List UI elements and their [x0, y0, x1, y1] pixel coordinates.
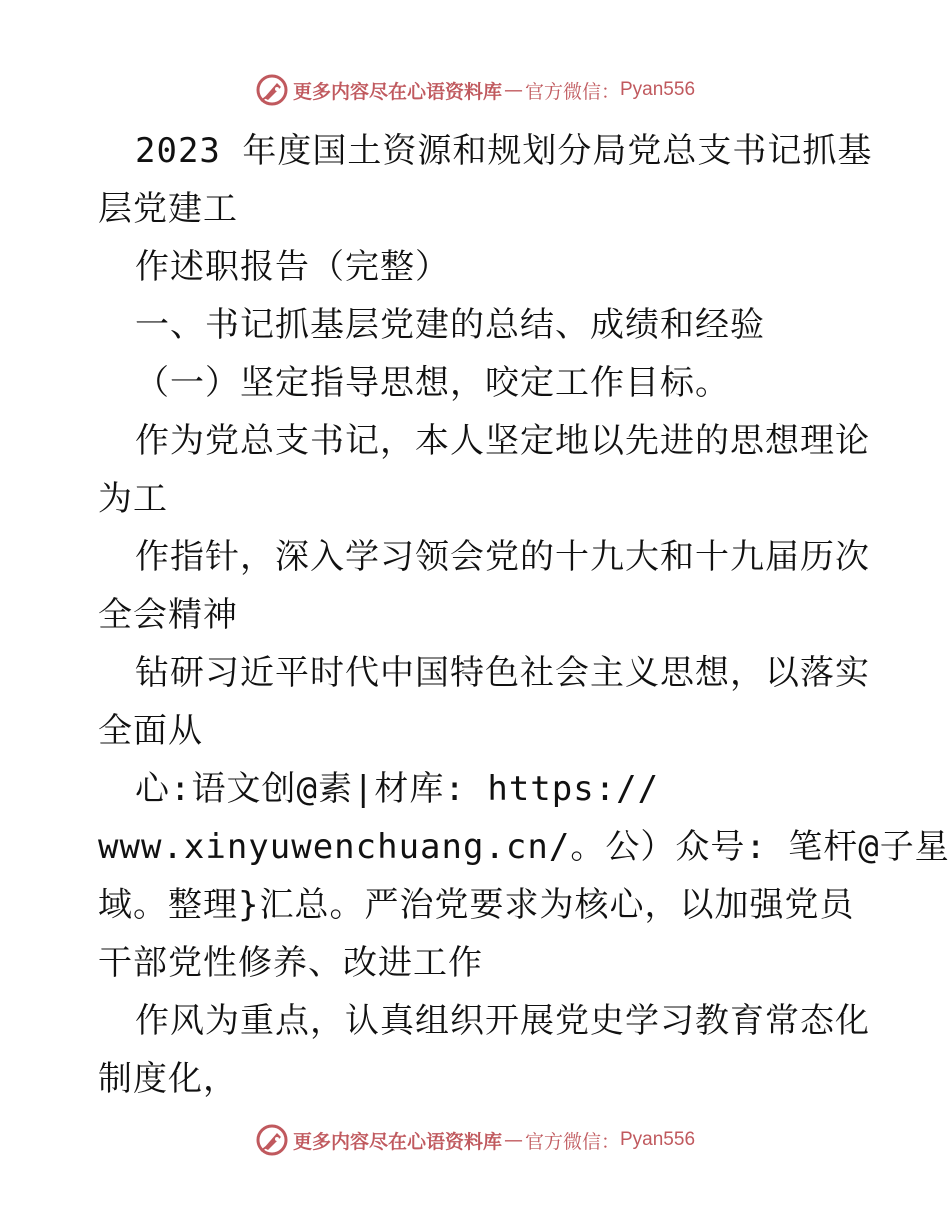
paragraph-line: 干部党性修养、改进工作	[98, 943, 483, 983]
paragraph-line: 心:语文创@素|材库: https://	[135, 769, 660, 809]
title-line-2: 层党建工	[98, 189, 238, 229]
section-heading: 一、书记抓基层党建的总结、成绩和经验	[135, 305, 765, 345]
paragraph-line: 作为党总支书记，本人坚定地以先进的思想理论	[135, 421, 870, 461]
document-body	[98, 122, 950, 1108]
paragraph-line: 全面从	[98, 711, 203, 751]
paragraph-line: 全会精神	[98, 595, 238, 635]
banner-handle: Pyan556	[620, 1129, 696, 1150]
banner-official-label: 官方微信：	[524, 1130, 620, 1153]
banner-dash: —	[503, 1129, 523, 1151]
paragraph-line: www.xinyuwenchuang.cn/。公）众号: 笔杆@子星	[98, 827, 950, 867]
paragraph-line: 为工	[98, 479, 168, 519]
paragraph-line: 域。整理}汇总。严治党要求为核心，以加强党员	[98, 885, 855, 925]
footer-banner	[0, 1120, 950, 1160]
paragraph-line: 作指针，深入学习领会党的十九大和十九届历次	[135, 537, 870, 577]
banner-dash: —	[503, 79, 523, 101]
banner-handle: Pyan556	[620, 79, 696, 100]
paragraph-line: 制度化，	[98, 1059, 238, 1099]
title-line-3: 作述职报告（完整）	[135, 247, 450, 287]
pen-nib-logo-icon	[255, 73, 289, 107]
banner-main-text: 更多内容尽在心语资料库	[292, 1130, 502, 1153]
paragraph-line: 钻研习近平时代中国特色社会主义思想，以落实	[135, 653, 870, 693]
header-banner	[0, 70, 950, 110]
banner-official-label: 官方微信：	[524, 80, 620, 103]
title-line-1: 2023 年度国土资源和规划分局党总支书记抓基	[135, 131, 873, 171]
banner-main-text: 更多内容尽在心语资料库	[292, 80, 502, 103]
subsection-heading: （一）坚定指导思想，咬定工作目标。	[135, 363, 730, 403]
paragraph-line: 作风为重点，认真组织开展党史学习教育常态化	[135, 1001, 870, 1041]
pen-nib-logo-icon	[255, 1123, 289, 1157]
